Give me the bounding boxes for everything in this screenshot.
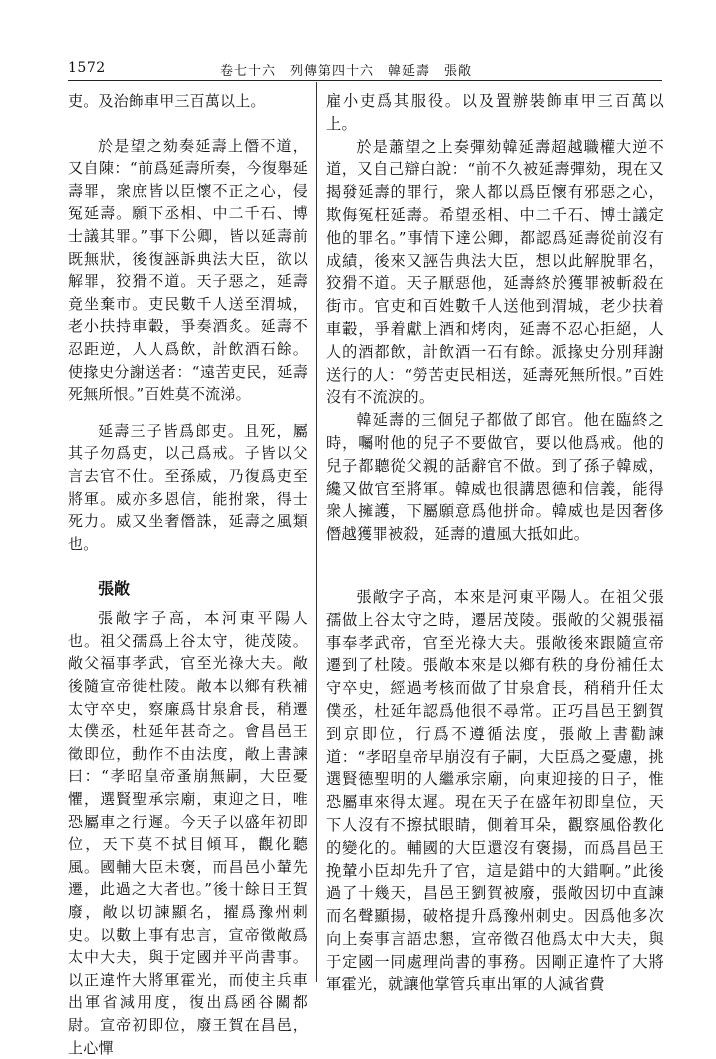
translation-paragraph: 韓延壽的三個兒子都做了郎官。他在臨終之時，囑咐他的兒子不要做官，要以他爲戒。他的兒子都聽從父親的話辭官不做。到了孫子韓威，纔又做官至將軍。韓威也很講恩德和信義，能得衆人擁護，下屬願意爲他拼命。韓威也是因奢侈僭越獲罪被殺，延壽的遺風大抵如此。 [326,411,664,544]
section-title: 張敞 [98,579,131,599]
classical-paragraph: 延壽三子皆爲郎吏。且死，屬其子勿爲吏，以己爲戒。子皆以父言去官不仕。至孫威，乃復爲吏至將軍。威亦多恩信，能拊衆，得士死力。威又坐奢僭誅，延壽之風類也。 [68,421,308,553]
classical-paragraph: 於是望之劾奏延壽上僭不道，又自陳：“前爲延壽所奏，今復舉延壽罪，衆庶皆以臣懷不正之心，侵冤延壽。願下丞相、中二千石、博士議其罪。”事下公卿，皆以延壽前既無狀，後復誣訴典法大臣，欲以解罪，狡猾不道。天子惡之，延壽竟坐棄市。吏民數千人送至渭城，老小扶持車轂，爭奏酒炙。延壽不忍距逆，人人爲飲，計飲酒石餘。使掾史分謝送者：“遠苦吏民，延壽死無所恨。”百姓莫不流涕。 [68,136,308,404]
translation-paragraph: 雇小吏爲其服役。以及置辦裝飾車甲三百萬以上。 [326,92,664,133]
classical-text-column [68,90,308,1059]
classical-paragraph: 吏。及治飾車甲三百萬以上。 [68,92,266,110]
classical-paragraph: 張敞字子高，本河東平陽人也。祖父孺爲上谷太守，徙茂陵。敞父福事孝武，官至光祿大夫。敞後隨宣帝徙杜陵。敞本以鄉有秩補太守卒史，察廉爲甘泉倉長，稍遷太僕丞，杜延年甚奇之。會昌邑王徵即位，動作不由法度，敞上書諫曰：“孝昭皇帝蚤崩無嗣，大臣憂懼，選賢聖承宗廟，東迎之日，唯恐屬車之行遲。今天子以盛年初即位，天下莫不拭目傾耳，觀化聽風。國輔大臣未褒，而昌邑小輦先遷，此過之大者也。”後十餘日王賀廢，敞以切諫顯名，擢爲豫州刺史。以數上事有忠言，宣帝徵敞爲太中大夫，與于定國并平尚書事。以正違忤大將軍霍光，而使主兵車出軍省減用度，復出爲函谷關都尉。宣帝初即位，廢王賀在昌邑，上心憚 [68,609,308,1057]
page-number: 1572 [68,60,106,76]
translation-paragraph: 於是蕭望之上奏彈劾韓延壽超越職權大逆不道，又自己辯白說：“前不久被延壽彈劾，現在又揭發延壽的罪行，衆人都以爲臣懷有邪惡之心，欺侮冤枉延壽。希望丞相、中二千石、博士議定他的罪名。”事情下達公卿，都認爲延壽從前沒有成績，後來又誣告典法大臣，想以此解脫罪名，狡猾不道。天子厭惡他，延壽終於獲罪被斬殺在街市。官吏和百姓數千人送他到渭城，老少扶着車轂，爭着獻上酒和烤肉，延壽不忍心拒絕，人人的酒都飲，計飲酒一石有餘。派掾史分別拜謝送行的人：“勞苦吏民相送，延壽死無所恨。”百姓沒有不流淚的。 [326,137,664,407]
running-title: 卷七十六 列傳第四十六 韓延壽 張敞 [220,64,473,79]
page-header [68,58,662,80]
header-rule [68,80,662,81]
translation-column [326,90,664,996]
translation-paragraph: 張敞字子高，本來是河東平陽人。在祖父張孺做上谷太守之時，遷居茂陵。張敞的父親張福事奉孝武帝，官至光祿大夫。張敞後來跟隨宣帝遷到了杜陵。張敞本來是以鄉有秩的身份補任太守卒史，經過考核而做了甘泉倉長，稍稍升任太僕丞，杜延年認爲他很不尋常。正巧昌邑王劉賀到京即位，行爲不遵循法度，張敞上書勸諫道：“孝昭皇帝早崩沒有子嗣，大臣爲之憂慮，挑選賢德聖明的人繼承宗廟，向東迎接的日子，惟恐屬車來得太遲。現在天子在盛年初即皇位，天下人沒有不擦拭眼睛，側着耳朵，觀察風俗教化的變化的。輔國的大臣還沒有褒揚，而爲昌邑王挽輦小臣却先升了官，這是錯中的大錯啊。”此後過了十幾天，昌邑王劉賀被廢，張敞因切中直諫而名聲顯揚，破格提升爲豫州刺史。因爲他多次向上奏事言語忠懇，宣帝徵召他爲太中大夫，與于定國一同處理尚書的事務。因剛正違忤了大將軍霍光，就讓他掌管兵車出軍的人減省費 [326,587,664,994]
column-divider [316,82,317,982]
